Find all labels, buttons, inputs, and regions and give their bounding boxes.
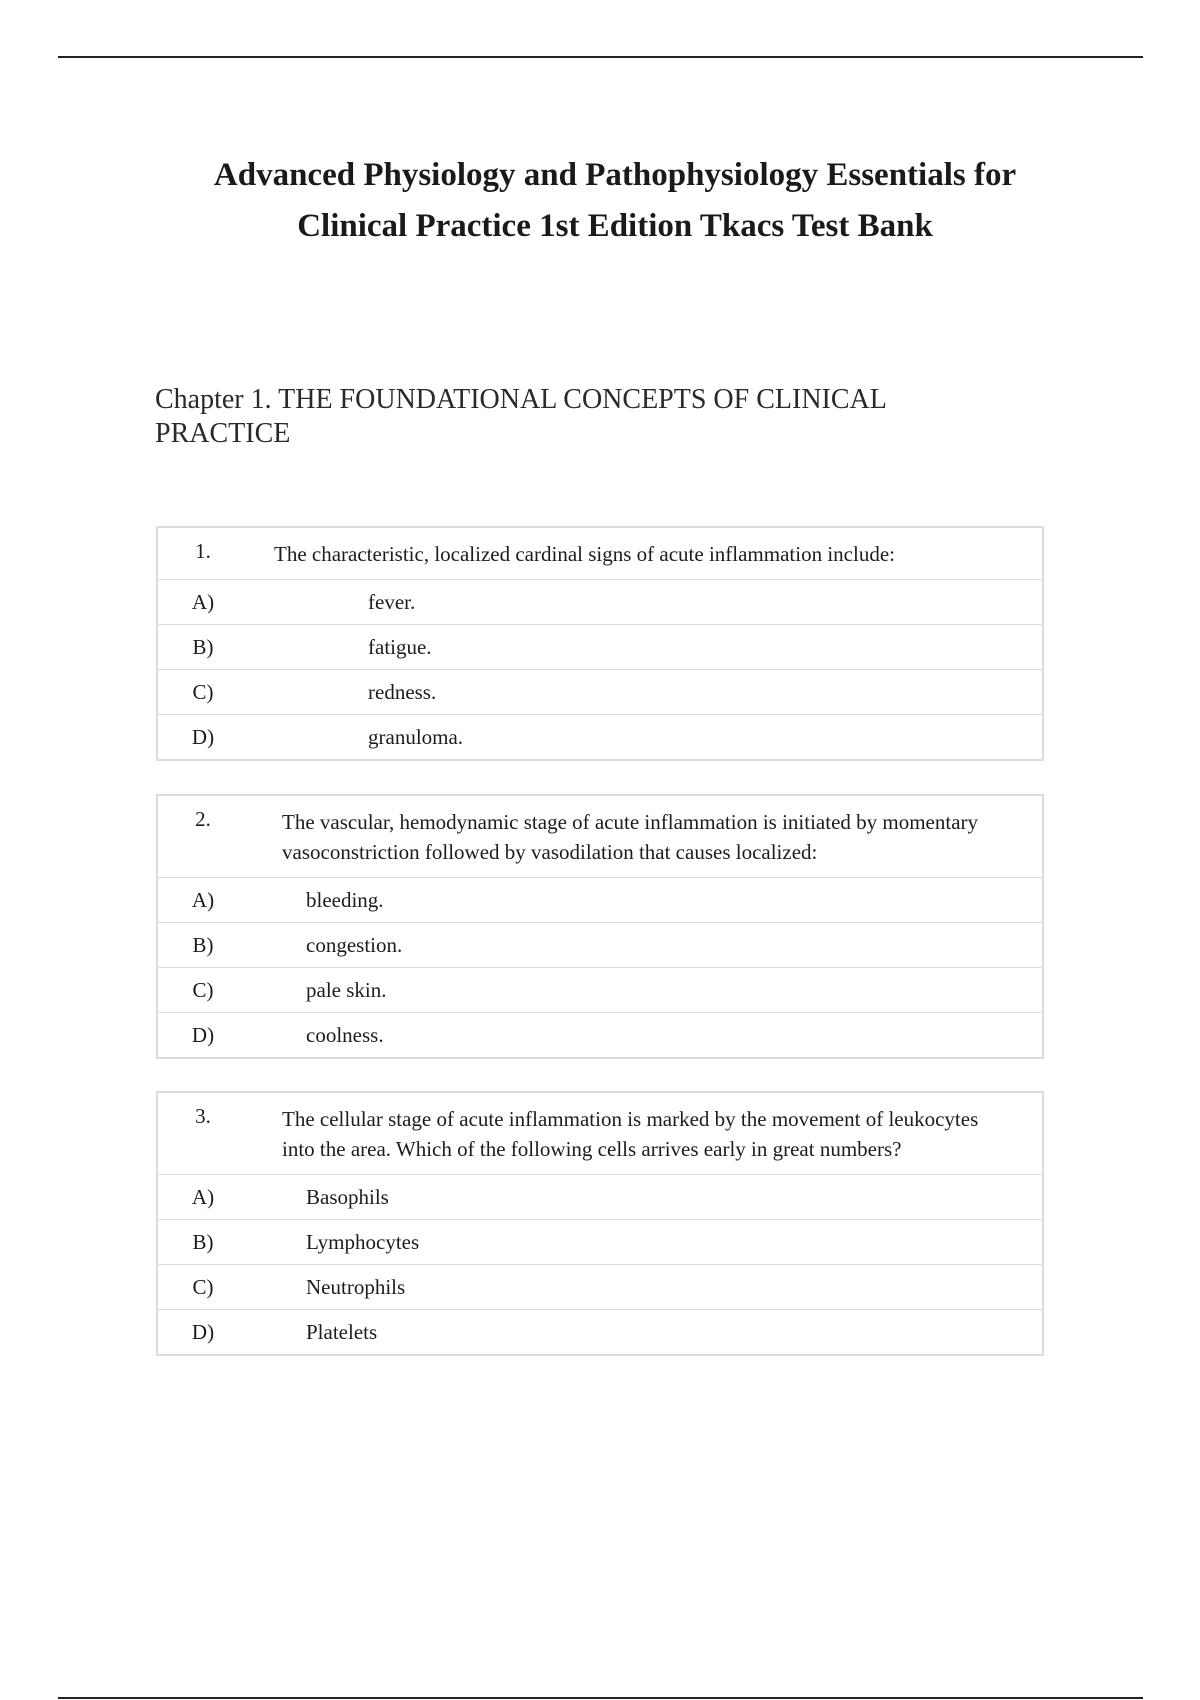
question-number: 2.	[195, 807, 211, 831]
question-stem: The cellular stage of acute inflammation is marked by the movement of leukocytes into the area. Which of the following cells arrives early in great numbers?	[282, 1107, 979, 1161]
question-1-table	[156, 526, 1044, 761]
question-stem: The characteristic, localized cardinal signs of acute inflammation include:	[274, 542, 895, 566]
option-letter: D)	[157, 1013, 248, 1058]
option-text: congestion.	[248, 923, 1043, 968]
chapter-title	[155, 383, 1015, 451]
answer-option-row	[157, 923, 1043, 968]
question-2-table	[156, 794, 1044, 1059]
answer-option-row	[157, 1310, 1043, 1355]
option-text: bleeding.	[248, 878, 1043, 923]
question-stem: The vascular, hemodynamic stage of acute inflammation is initiated by momentary vasoconstriction followed by vasodilation that causes localized:	[282, 810, 979, 864]
option-letter: C)	[157, 670, 248, 715]
option-letter: A)	[157, 878, 248, 923]
option-text: coolness.	[248, 1013, 1043, 1058]
option-letter: B)	[157, 1220, 248, 1265]
question-stem-row	[157, 1092, 1043, 1175]
answer-option-row	[157, 1175, 1043, 1220]
option-text: pale skin.	[248, 968, 1043, 1013]
question-number: 1.	[195, 539, 211, 563]
question-number: 3.	[195, 1104, 211, 1128]
option-letter: D)	[157, 715, 248, 760]
answer-option-row	[157, 715, 1043, 760]
answer-option-row	[157, 625, 1043, 670]
document-title	[100, 150, 1130, 252]
question-stem-row	[157, 527, 1043, 580]
chapter-title-line-2: PRACTICE	[155, 418, 291, 449]
option-letter: A)	[157, 580, 248, 625]
document-title-line-2: Clinical Practice 1st Edition Tkacs Test Bank	[297, 208, 933, 244]
question-stem-row	[157, 795, 1043, 878]
option-text: fatigue.	[248, 625, 1043, 670]
answer-option-row	[157, 580, 1043, 625]
header-rule	[58, 56, 1143, 58]
chapter-title-line-1: Chapter 1. THE FOUNDATIONAL CONCEPTS OF CLINICAL	[155, 384, 887, 415]
answer-option-row	[157, 670, 1043, 715]
document-title-line-1: Advanced Physiology and Pathophysiology Essentials for	[213, 157, 1017, 193]
answer-option-row	[157, 1220, 1043, 1265]
option-letter: B)	[157, 923, 248, 968]
answer-option-row	[157, 1013, 1043, 1058]
option-letter: B)	[157, 625, 248, 670]
option-text: Basophils	[248, 1175, 1043, 1220]
option-letter: D)	[157, 1310, 248, 1355]
option-letter: A)	[157, 1175, 248, 1220]
option-text: fever.	[248, 580, 1043, 625]
option-text: redness.	[248, 670, 1043, 715]
option-text: Lymphocytes	[248, 1220, 1043, 1265]
option-letter: C)	[157, 968, 248, 1013]
footer-rule	[58, 1697, 1143, 1699]
question-3-table	[156, 1091, 1044, 1356]
answer-option-row	[157, 1265, 1043, 1310]
option-text: Neutrophils	[248, 1265, 1043, 1310]
answer-option-row	[157, 878, 1043, 923]
option-text: Platelets	[248, 1310, 1043, 1355]
answer-option-row	[157, 968, 1043, 1013]
option-letter: C)	[157, 1265, 248, 1310]
option-text: granuloma.	[248, 715, 1043, 760]
